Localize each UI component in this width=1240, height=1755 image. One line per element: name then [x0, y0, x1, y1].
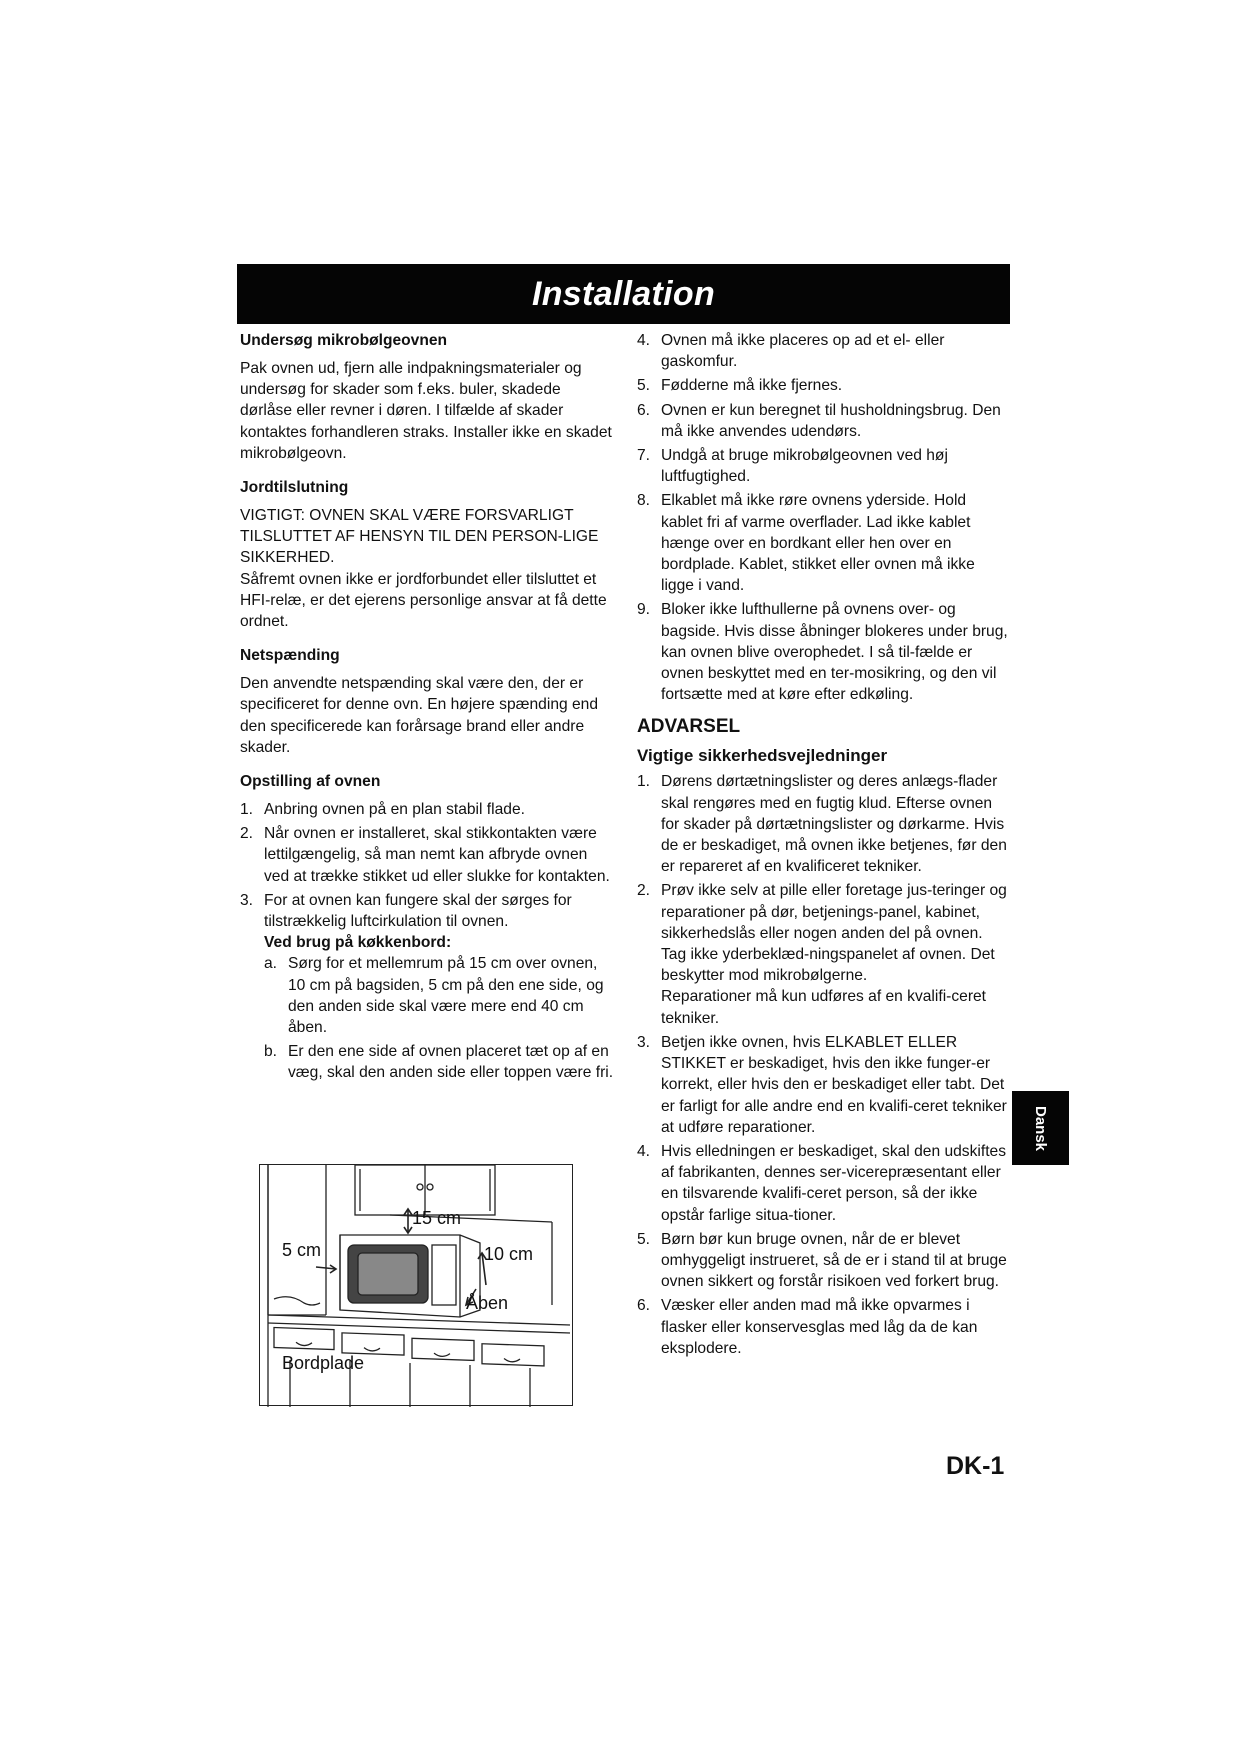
item-text: Fødderne må ikke fjernes. — [661, 377, 843, 395]
item-text: Anbring ovnen på en plan stabil flade. — [264, 801, 525, 819]
item-number: 4. — [637, 332, 651, 349]
item-text: Væsker eller anden mad må ikke opvarmes i flasker eller konservesglas med låg da de kan eksplodere. — [661, 1297, 978, 1357]
item-number: 2. — [637, 882, 651, 900]
list-item — [637, 880, 1009, 1028]
language-tab-label: Dansk — [1032, 1105, 1049, 1151]
list-item — [240, 890, 615, 1084]
item-number: 5. — [637, 1230, 651, 1248]
list-item — [637, 1229, 1009, 1293]
item-text: Bloker ikke lufthullerne på ovnens over- og bagside. Hvis disse åbninger blokeres under brug, kan ovnen blive overophedet. I så til-fælde er ovnen beskyttet med en ter-mosikring, og den vil fortsætte med at køre efter edkøling. — [661, 601, 1008, 704]
item-number: 3. — [637, 1033, 651, 1051]
section-inspect — [240, 330, 615, 464]
list-item — [264, 1041, 615, 1083]
list-item — [637, 599, 1009, 705]
list-item — [240, 799, 615, 820]
item-number: 8. — [637, 492, 651, 510]
item-number: 9. — [637, 601, 651, 619]
list-item — [637, 490, 1009, 596]
list-item — [637, 445, 1009, 487]
section-text: Pak ovnen ud, fjern alle indpakningsmaterialer og undersøg for skader som f.eks. buler, skadede dørlåse eller revner i døren. I tilfælde af skader kontaktes forhandleren straks. Installer ikke en skadet mikrobølgeovn. — [240, 360, 612, 462]
item-number: b. — [264, 1043, 278, 1061]
item-number: 5. — [637, 377, 651, 395]
item-number: 1. — [637, 773, 651, 791]
back-clearance-label: 10 cm — [484, 1244, 534, 1264]
item-number: a. — [264, 955, 278, 973]
list-item — [637, 1032, 1009, 1138]
warning-subheading: Vigtige sikkerhedsvejledninger — [637, 746, 888, 766]
section-voltage — [240, 645, 615, 758]
item-text: For at ovnen kan fungere skal der sørges for tilstrækkelig luftcirkulation til ovnen. — [264, 891, 572, 931]
important-notice: VIGTIGT: OVNEN SKAL VÆRE FORSVARLIGT TILSLUTTET AF HENSYN TIL DEN PERSON-LIGE SIKKERHED. — [240, 507, 599, 567]
left-column — [240, 330, 615, 1097]
section-text: Den anvendte netspænding skal være den, der er specificeret for denne ovn. En højere spænding end den specificerede kan forårsage brand eller andre skader. — [240, 675, 599, 756]
item-number: 6. — [637, 401, 651, 419]
item-text: Når ovnen er installeret, skal stikkontakten være lettilgængelig, så man nemt kan afbryde ovnen ved at trække stikket ud eller slukke for kontakten. — [264, 825, 610, 885]
item-number: 7. — [637, 447, 651, 465]
right-column — [637, 330, 1009, 1362]
list-item — [637, 771, 1009, 877]
safety-list — [637, 771, 1009, 1358]
item-text: Ovnen må ikke placeres op ad et el- eller gaskomfur. — [661, 332, 945, 371]
countertop-sublist — [264, 953, 615, 1083]
item-text: Børn bør kun bruge ovnen, når de er blevet omhyggeligt instrueret, så de er i stand til at bruge ovnen sikkert og forstår risikoen ved forkert brug. — [661, 1230, 1007, 1291]
list-item — [240, 823, 615, 887]
countertop-subheading: Ved brug på køkkenbord: — [264, 934, 452, 952]
section-heading: Undersøg mikrobølgeovnen — [240, 332, 448, 349]
item-text: Sørg for et mellemrum på 15 cm over ovnen, 10 cm på bagsiden, 5 cm på den ene side, og den anden side skal være mere end 40 cm åben. — [288, 955, 604, 1037]
section-grounding — [240, 477, 615, 632]
top-clearance-label: 15 cm — [412, 1208, 462, 1228]
section-text: Såfremt ovnen ikke er jordforbundet eller tilsluttet et HFI-relæ, er det ejerens personlige ansvar at få dette ordnet. — [240, 570, 607, 631]
item-number: 4. — [637, 1142, 651, 1160]
item-number: 2. — [240, 825, 254, 843]
page-title: Installation — [531, 274, 716, 313]
list-item — [637, 1141, 1009, 1226]
language-tab — [1012, 1091, 1069, 1165]
item-text: Dørens dørtætningslister og deres anlægs-flader skal rengøres med en fugtig klud. Efterse ovnen for skader på dørtætningslister og dørkarme. Hvis de er beskadiget, må ovnen ikke betjenes, før den er repareret af en kvalificeret tekniker. — [661, 773, 1007, 876]
item-text: Betjen ikke ovnen, hvis ELKABLET ELLER STIKKET er beskadiget, hvis den ikke funger-er korrekt, eller hvis den er beskadiget eller tabt. Det er farligt for alle andre end en kvalifi-ceret tekniker at udføre reparationer. — [661, 1033, 1007, 1136]
item-text: Hvis elledningen er beskadiget, skal den udskiftes af fabrikanten, dennes ser-vicerepræsentant eller en tilsvarende kvalifi-ceret person, så der ikke opstår farlige situa-tioner. — [661, 1142, 1006, 1224]
item-text: Er den ene side af ovnen placeret tæt op af en væg, skal den anden side eller toppen være fri. — [288, 1043, 614, 1082]
open-side-label: Åben — [466, 1293, 509, 1313]
list-item — [637, 400, 1009, 442]
section-placement — [240, 771, 615, 1084]
item-number: 3. — [240, 891, 254, 909]
countertop-label: Bordplade — [282, 1353, 365, 1373]
warning-heading: ADVARSEL — [637, 716, 741, 738]
placement-list — [240, 799, 615, 1084]
section-heading: Netspænding — [240, 647, 340, 665]
item-text: Ovnen er kun beregnet til husholdningsbrug. Den må ikke anvendes udendørs. — [661, 401, 1001, 440]
placement-list-continued — [637, 330, 1009, 705]
item-number: 6. — [637, 1297, 651, 1315]
item-text-extra: Reparationer må kun udføres af en kvalifi-ceret tekniker. — [661, 988, 987, 1027]
section-heading: Opstilling af ovnen — [240, 773, 381, 791]
clearance-diagram — [259, 1164, 573, 1406]
section-heading: Jordtilslutning — [240, 479, 349, 497]
list-item — [637, 1295, 1009, 1359]
title-bar — [237, 264, 1010, 324]
list-item — [637, 330, 1009, 372]
list-item — [637, 375, 1009, 396]
side-clearance-label: 5 cm — [282, 1240, 322, 1260]
list-item — [264, 953, 615, 1038]
item-number: 1. — [240, 801, 254, 819]
item-text: Undgå at bruge mikrobølgeovnen ved høj luftfugtighed. — [661, 447, 948, 486]
item-text: Elkablet må ikke røre ovnens yderside. Hold kablet fri af varme overflader. Lad ikke kablet hænge over en bordkant eller hen over en bordplade. Kablet, stikket eller ovnen må ikke ligge i vand. — [661, 492, 975, 595]
item-text: Prøv ikke selv at pille eller foretage jus-teringer og reparationer på dør, betjenings-panel, kabinet, sikkerhedslås eller nogen anden del på ovnen. Tag ikke yderbeklæd-ningspanelet af ovnen. Det beskytter mod mikrobølgerne. — [661, 882, 1007, 985]
page-number: DK-1 — [946, 1452, 1005, 1480]
